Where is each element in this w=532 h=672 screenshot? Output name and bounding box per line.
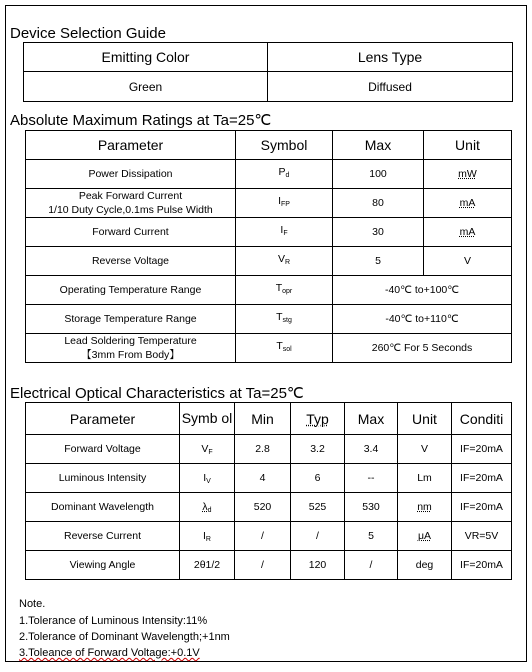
cell-parameter: Peak Forward Current 1/10 Duty Cycle,0.1ms Pulse Width <box>26 189 236 218</box>
cell-symbol: $I_{FP}$ <box>236 189 333 218</box>
table-row <box>26 160 512 189</box>
electrical-optical-table <box>25 402 512 580</box>
cell-parameter: Reverse Voltage <box>26 247 236 276</box>
header-max: Max <box>333 131 424 160</box>
table-header-row <box>26 131 512 160</box>
table-row <box>26 464 512 493</box>
cell-parameter: Lead Soldering Temperature 【3mm From Body】 <box>26 334 236 363</box>
header-parameter: Parameter <box>26 403 180 435</box>
cell-parameter: Viewing Angle <box>26 551 180 580</box>
absolute-ratings-table <box>25 130 512 363</box>
cell-min: 2.8 <box>235 435 291 464</box>
cell-unit: nm <box>398 493 452 522</box>
cell-condition: IF=20mA <box>452 551 512 580</box>
cell-condition: IF=20mA <box>452 464 512 493</box>
cell-unit: V <box>398 435 452 464</box>
cell-max: 30 <box>333 218 424 247</box>
header-condition: Conditi <box>452 403 512 435</box>
cell-lens-type: Diffused <box>268 72 513 102</box>
cell-unit: V <box>424 247 512 276</box>
cell-max: 5 <box>345 522 398 551</box>
cell-parameter: Reverse Current <box>26 522 180 551</box>
device-selection-title: Device Selection Guide <box>10 25 166 42</box>
table-header-row <box>26 403 512 435</box>
cell-typ: / <box>291 522 345 551</box>
cell-parameter: Operating Temperature Range <box>26 276 236 305</box>
table-row <box>26 276 512 305</box>
cell-condition: VR=5V <box>452 522 512 551</box>
cell-parameter: Power Dissipation <box>26 160 236 189</box>
header-lens-type: Lens Type <box>268 43 513 72</box>
cell-symbol: $T_{stg}$ <box>236 305 333 334</box>
cell-max: 80 <box>333 189 424 218</box>
cell-min: / <box>235 522 291 551</box>
cell-range: -40℃ to+100℃ <box>333 276 512 305</box>
notes-heading: Note. <box>19 598 46 610</box>
cell-unit: mA <box>424 189 512 218</box>
note-item: 2.Tolerance of Dominant Wavelength;+1nm <box>19 631 230 643</box>
cell-condition: IF=20mA <box>452 493 512 522</box>
cell-symbol: $I_F$ <box>236 218 333 247</box>
cell-max: 100 <box>333 160 424 189</box>
cell-unit: mW <box>424 160 512 189</box>
header-unit: Unit <box>424 131 512 160</box>
cell-range: 260℃ For 5 Seconds <box>333 334 512 363</box>
cell-symbol: $T_{sol}$ <box>236 334 333 363</box>
cell-min: 4 <box>235 464 291 493</box>
cell-symbol: 2θ1/2 <box>180 551 235 580</box>
absolute-ratings-title: Absolute Maximum Ratings at Ta=25℃ <box>10 112 272 129</box>
cell-parameter: Dominant Wavelength <box>26 493 180 522</box>
datasheet-page <box>5 5 527 662</box>
table-row <box>26 247 512 276</box>
cell-unit: μA <box>398 522 452 551</box>
note-item: 3.Toleance of Forward Voltage:+0.1V <box>19 647 200 659</box>
device-selection-table <box>23 42 513 102</box>
notes-block <box>19 596 230 661</box>
cell-max: -- <box>345 464 398 493</box>
cell-symbol: $I_R$ <box>180 522 235 551</box>
cell-unit: mA <box>424 218 512 247</box>
header-min: Min <box>235 403 291 435</box>
cell-max: 530 <box>345 493 398 522</box>
header-emitting-color: Emitting Color <box>24 43 268 72</box>
cell-emitting-color: Green <box>24 72 268 102</box>
table-row <box>26 435 512 464</box>
cell-unit: Lm <box>398 464 452 493</box>
cell-condition: IF=20mA <box>452 435 512 464</box>
cell-typ: 6 <box>291 464 345 493</box>
note-item: 1.Tolerance of Luminous Intensity:11% <box>19 615 208 627</box>
table-row <box>26 218 512 247</box>
cell-typ: 525 <box>291 493 345 522</box>
table-row <box>26 493 512 522</box>
header-symbol: Symbol <box>236 131 333 160</box>
table-header-row <box>24 43 513 72</box>
cell-parameter: Storage Temperature Range <box>26 305 236 334</box>
cell-max: / <box>345 551 398 580</box>
cell-parameter: Forward Current <box>26 218 236 247</box>
cell-max: 3.4 <box>345 435 398 464</box>
header-max: Max <box>345 403 398 435</box>
table-row <box>26 334 512 363</box>
header-typ: Typ <box>291 403 345 435</box>
cell-range: -40℃ to+110℃ <box>333 305 512 334</box>
cell-symbol: $\lambda_d$ <box>180 493 235 522</box>
cell-parameter: Forward Voltage <box>26 435 180 464</box>
table-row <box>24 72 513 102</box>
cell-symbol: $P_d$ <box>236 160 333 189</box>
header-unit: Unit <box>398 403 452 435</box>
cell-typ: 120 <box>291 551 345 580</box>
cell-min: 520 <box>235 493 291 522</box>
electrical-optical-title: Electrical Optical Characteristics at Ta=25℃ <box>10 385 304 402</box>
cell-symbol: $T_{opr}$ <box>236 276 333 305</box>
cell-min: / <box>235 551 291 580</box>
cell-max: 5 <box>333 247 424 276</box>
header-symbol: Symb ol <box>180 403 235 435</box>
table-row <box>26 551 512 580</box>
cell-symbol: $V_R$ <box>236 247 333 276</box>
table-row <box>26 305 512 334</box>
cell-symbol: $V_F$ <box>180 435 235 464</box>
table-row <box>26 189 512 218</box>
cell-parameter: Luminous Intensity <box>26 464 180 493</box>
cell-typ: 3.2 <box>291 435 345 464</box>
cell-unit: deg <box>398 551 452 580</box>
cell-symbol: $I_V$ <box>180 464 235 493</box>
table-row <box>26 522 512 551</box>
header-parameter: Parameter <box>26 131 236 160</box>
